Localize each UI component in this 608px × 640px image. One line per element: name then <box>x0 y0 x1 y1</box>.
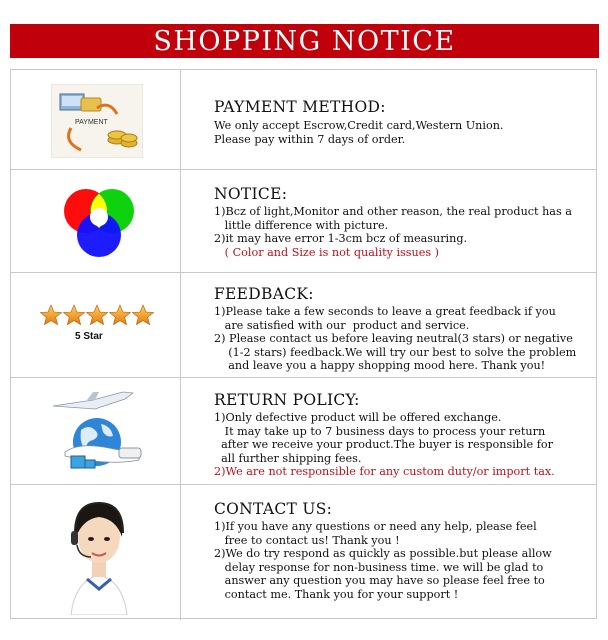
section-line: contact me. Thank you for your support ! <box>214 587 459 601</box>
contact-section <box>11 485 596 620</box>
section-line: free to contact us! Thank you ! <box>214 533 400 547</box>
five-star-label: 5 Star <box>75 331 103 342</box>
payment-icon <box>51 84 143 158</box>
five-star-icon <box>39 303 155 351</box>
section-line: Please pay within 7 days of order. <box>214 132 406 146</box>
feedback-section <box>11 273 596 378</box>
section-heading: PAYMENT METHOD: <box>214 98 386 116</box>
section-heading: FEEDBACK: <box>214 285 314 303</box>
notice-table <box>10 69 597 619</box>
section-heading: RETURN POLICY: <box>214 391 360 409</box>
section-line: 2)We do try respond as quickly as possible.but please allow <box>214 547 552 561</box>
support-agent-icon <box>49 487 149 615</box>
section-heading: NOTICE: <box>214 185 288 203</box>
section-line: We only accept Escrow,Credit card,Western Union. <box>214 119 504 132</box>
section-line: 1)If you have any questions or need any help, please feel <box>214 520 537 533</box>
section-line: 1)Only defective product will be offered exchange. <box>214 411 502 424</box>
section-line: It may take up to 7 business days to process your return <box>214 424 546 438</box>
section-line: and leave you a happy shopping mood here. Thank you! <box>214 359 546 373</box>
section-line: 2)it may have error 1-3cm bcz of measuring. <box>214 232 468 246</box>
section-warning-line: ( Color and Size is not quality issues ) <box>214 245 439 259</box>
notice-banner <box>10 24 599 58</box>
section-line: are satisfied with our product and service. <box>214 318 470 332</box>
notice-section <box>11 170 596 273</box>
section-line: all further shipping fees. <box>214 451 362 465</box>
section-line: answer any question you may have so please feel free to <box>214 574 545 588</box>
payment-icon-label: PAYMENT <box>75 119 108 126</box>
return-policy-section <box>11 378 596 485</box>
color-wheel-icon <box>56 180 142 264</box>
banner-title: SHOPPING NOTICE <box>153 25 456 57</box>
section-line: 1)Please take a few seconds to leave a great feedback if you <box>214 305 556 318</box>
section-heading: CONTACT US: <box>214 500 333 518</box>
section-line: (1-2 stars) feedback.We will try our best to solve the problem <box>214 345 577 359</box>
section-line: little difference with picture. <box>214 218 389 232</box>
section-line: delay response for non-business time. we will be glad to <box>214 560 544 574</box>
section-warning-line: 2)We are not responsible for any custom duty/or import tax. <box>214 465 555 479</box>
section-line: after we receive your product.The buyer is responsible for <box>214 438 553 452</box>
payment-section <box>11 70 596 170</box>
shipping-globe-icon <box>47 390 151 476</box>
section-line: 2) Please contact us before leaving neutral(3 stars) or negative <box>214 332 573 346</box>
section-line: 1)Bcz of light,Monitor and other reason, the real product has a <box>214 205 572 218</box>
